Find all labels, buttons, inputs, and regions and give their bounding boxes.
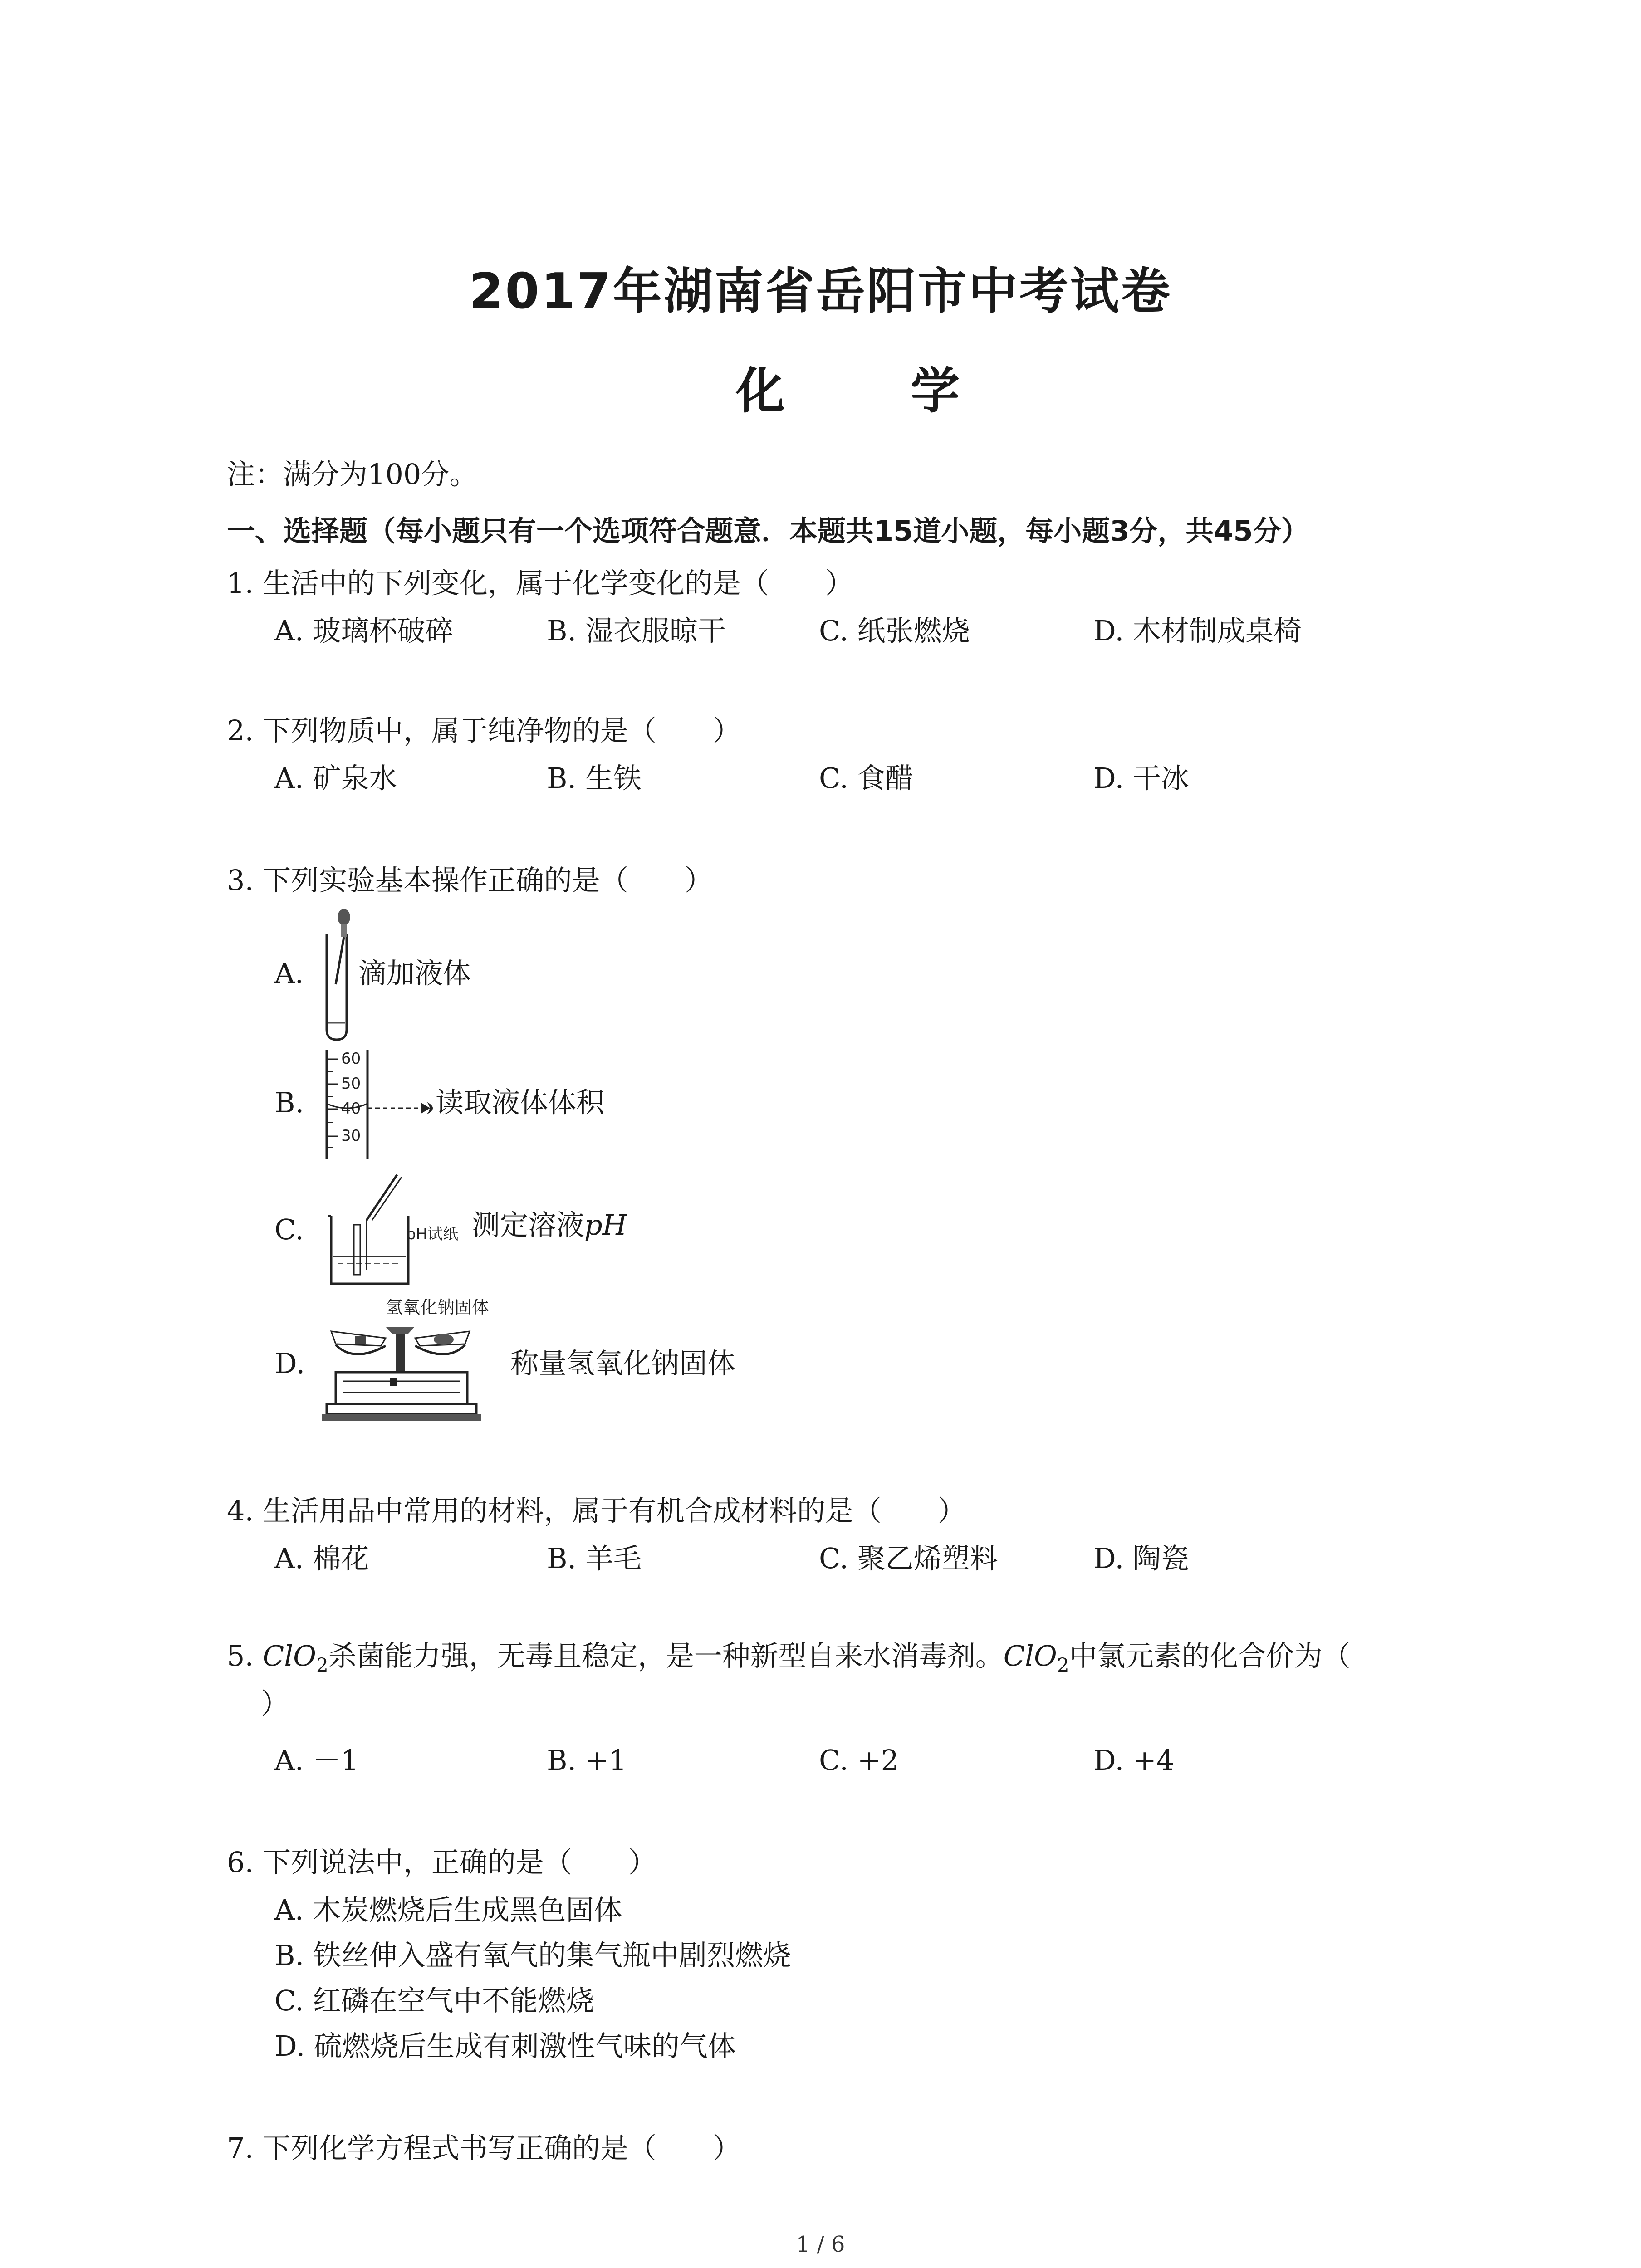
q4-option-b: B. 羊毛 <box>547 1542 642 1575</box>
score-note: 注：满分为100分。 <box>227 458 478 491</box>
q5-stem-text: 杀菌能力强，无毒且稳定，是一种新型自来水消毒剂。 <box>328 1639 1004 1672</box>
question-7-stem: 7. 下列化学方程式书写正确的是（ ） <box>227 2131 741 2165</box>
exam-title: 2017年湖南省岳阳市中考试卷 <box>469 263 1172 320</box>
q2-option-b: B. 生铁 <box>547 762 642 795</box>
q3-caption-a: 滴加液体 <box>358 957 471 990</box>
ph-paper-label: pH试纸 <box>406 1225 459 1243</box>
q3-caption-d: 称量氢氧化钠固体 <box>510 1347 736 1380</box>
subject-title: 化 学 <box>735 363 1014 420</box>
q4-option-a: A. 棉花 <box>274 1542 369 1575</box>
q3-caption-c <box>472 1208 627 1242</box>
q5-formula-2-sub: 2 <box>1057 1654 1069 1677</box>
q5-option-b: B. +1 <box>547 1744 627 1777</box>
q6-option-d: D. 硫燃烧后生成有刺激性气味的气体 <box>274 2029 736 2063</box>
cyl-tick-40: 40 <box>341 1100 361 1118</box>
q1-option-c: C. 纸张燃烧 <box>819 614 970 647</box>
q1-option-d: D. 木材制成桌椅 <box>1093 614 1302 647</box>
q2-option-d: D. 干冰 <box>1093 762 1189 795</box>
q3-option-d-label: D. <box>274 1347 305 1380</box>
q1-option-b: B. 湿衣服晾干 <box>547 614 726 647</box>
q4-option-d: D. 陶瓷 <box>1093 1542 1189 1575</box>
q5-number: 5. <box>227 1639 263 1672</box>
question-2-stem: 2. 下列物质中，属于纯净物的是（ ） <box>227 714 741 747</box>
q6-option-c: C. 红磷在空气中不能燃烧 <box>274 1984 594 2017</box>
q4-option-c: C. 聚乙烯塑料 <box>819 1542 998 1575</box>
q3-caption-c-text: 测定溶液 <box>472 1208 585 1242</box>
q3-option-c-label: C. <box>274 1213 304 1246</box>
q5-stem-tail: 中氯元素的化合价为（ <box>1069 1639 1351 1672</box>
question-5-paren-close: ） <box>261 1687 289 1720</box>
balance-scale-figure <box>318 1295 490 1436</box>
section-heading: 一、选择题（每小题只有一个选项符合题意．本题共15道小题，每小题3分，共45分） <box>227 514 1309 547</box>
question-6-stem: 6. 下列说法中，正确的是（ ） <box>227 1846 656 1879</box>
graduated-cylinder-figure <box>318 1046 445 1163</box>
q2-option-a: A. 矿泉水 <box>274 762 397 795</box>
q5-option-d: D. +4 <box>1093 1744 1175 1777</box>
q3-option-b-label: B. <box>274 1086 304 1119</box>
q3-caption-c-ph: pH <box>584 1208 627 1242</box>
q6-option-b: B. 铁丝伸入盛有氧气的集气瓶中剧烈燃烧 <box>274 1939 791 1972</box>
question-4-stem: 4. 生活用品中常用的材料，属于有机合成材料的是（ ） <box>227 1494 966 1527</box>
q1-option-a: A. 玻璃杯破碎 <box>274 614 454 647</box>
q5-formula-1: ClO <box>262 1639 316 1672</box>
q5-option-a: A. －1 <box>274 1744 359 1777</box>
cyl-tick-60: 60 <box>341 1050 361 1068</box>
question-1-stem: 1. 生活中的下列变化，属于化学变化的是（ ） <box>227 567 853 600</box>
q5-option-c: C. +2 <box>819 1744 899 1777</box>
q3-caption-b: 读取液体体积 <box>436 1086 605 1119</box>
q5-formula-1-sub: 2 <box>316 1654 328 1677</box>
q5-formula-2: ClO <box>1003 1639 1057 1672</box>
question-3-stem: 3. 下列实验基本操作正确的是（ ） <box>227 864 713 897</box>
ph-test-figure <box>318 1170 472 1293</box>
q3-option-a-label: A. <box>274 957 304 990</box>
page-number: 1 / 6 <box>796 2232 845 2257</box>
naoh-label: 氢氧化钠固体 <box>386 1297 490 1317</box>
q2-option-c: C. 食醋 <box>819 762 914 795</box>
cyl-tick-50: 50 <box>341 1075 361 1093</box>
question-5-stem <box>227 1639 1351 1677</box>
q6-option-a: A. 木炭燃烧后生成黑色固体 <box>274 1893 622 1926</box>
cyl-tick-30: 30 <box>341 1127 361 1145</box>
